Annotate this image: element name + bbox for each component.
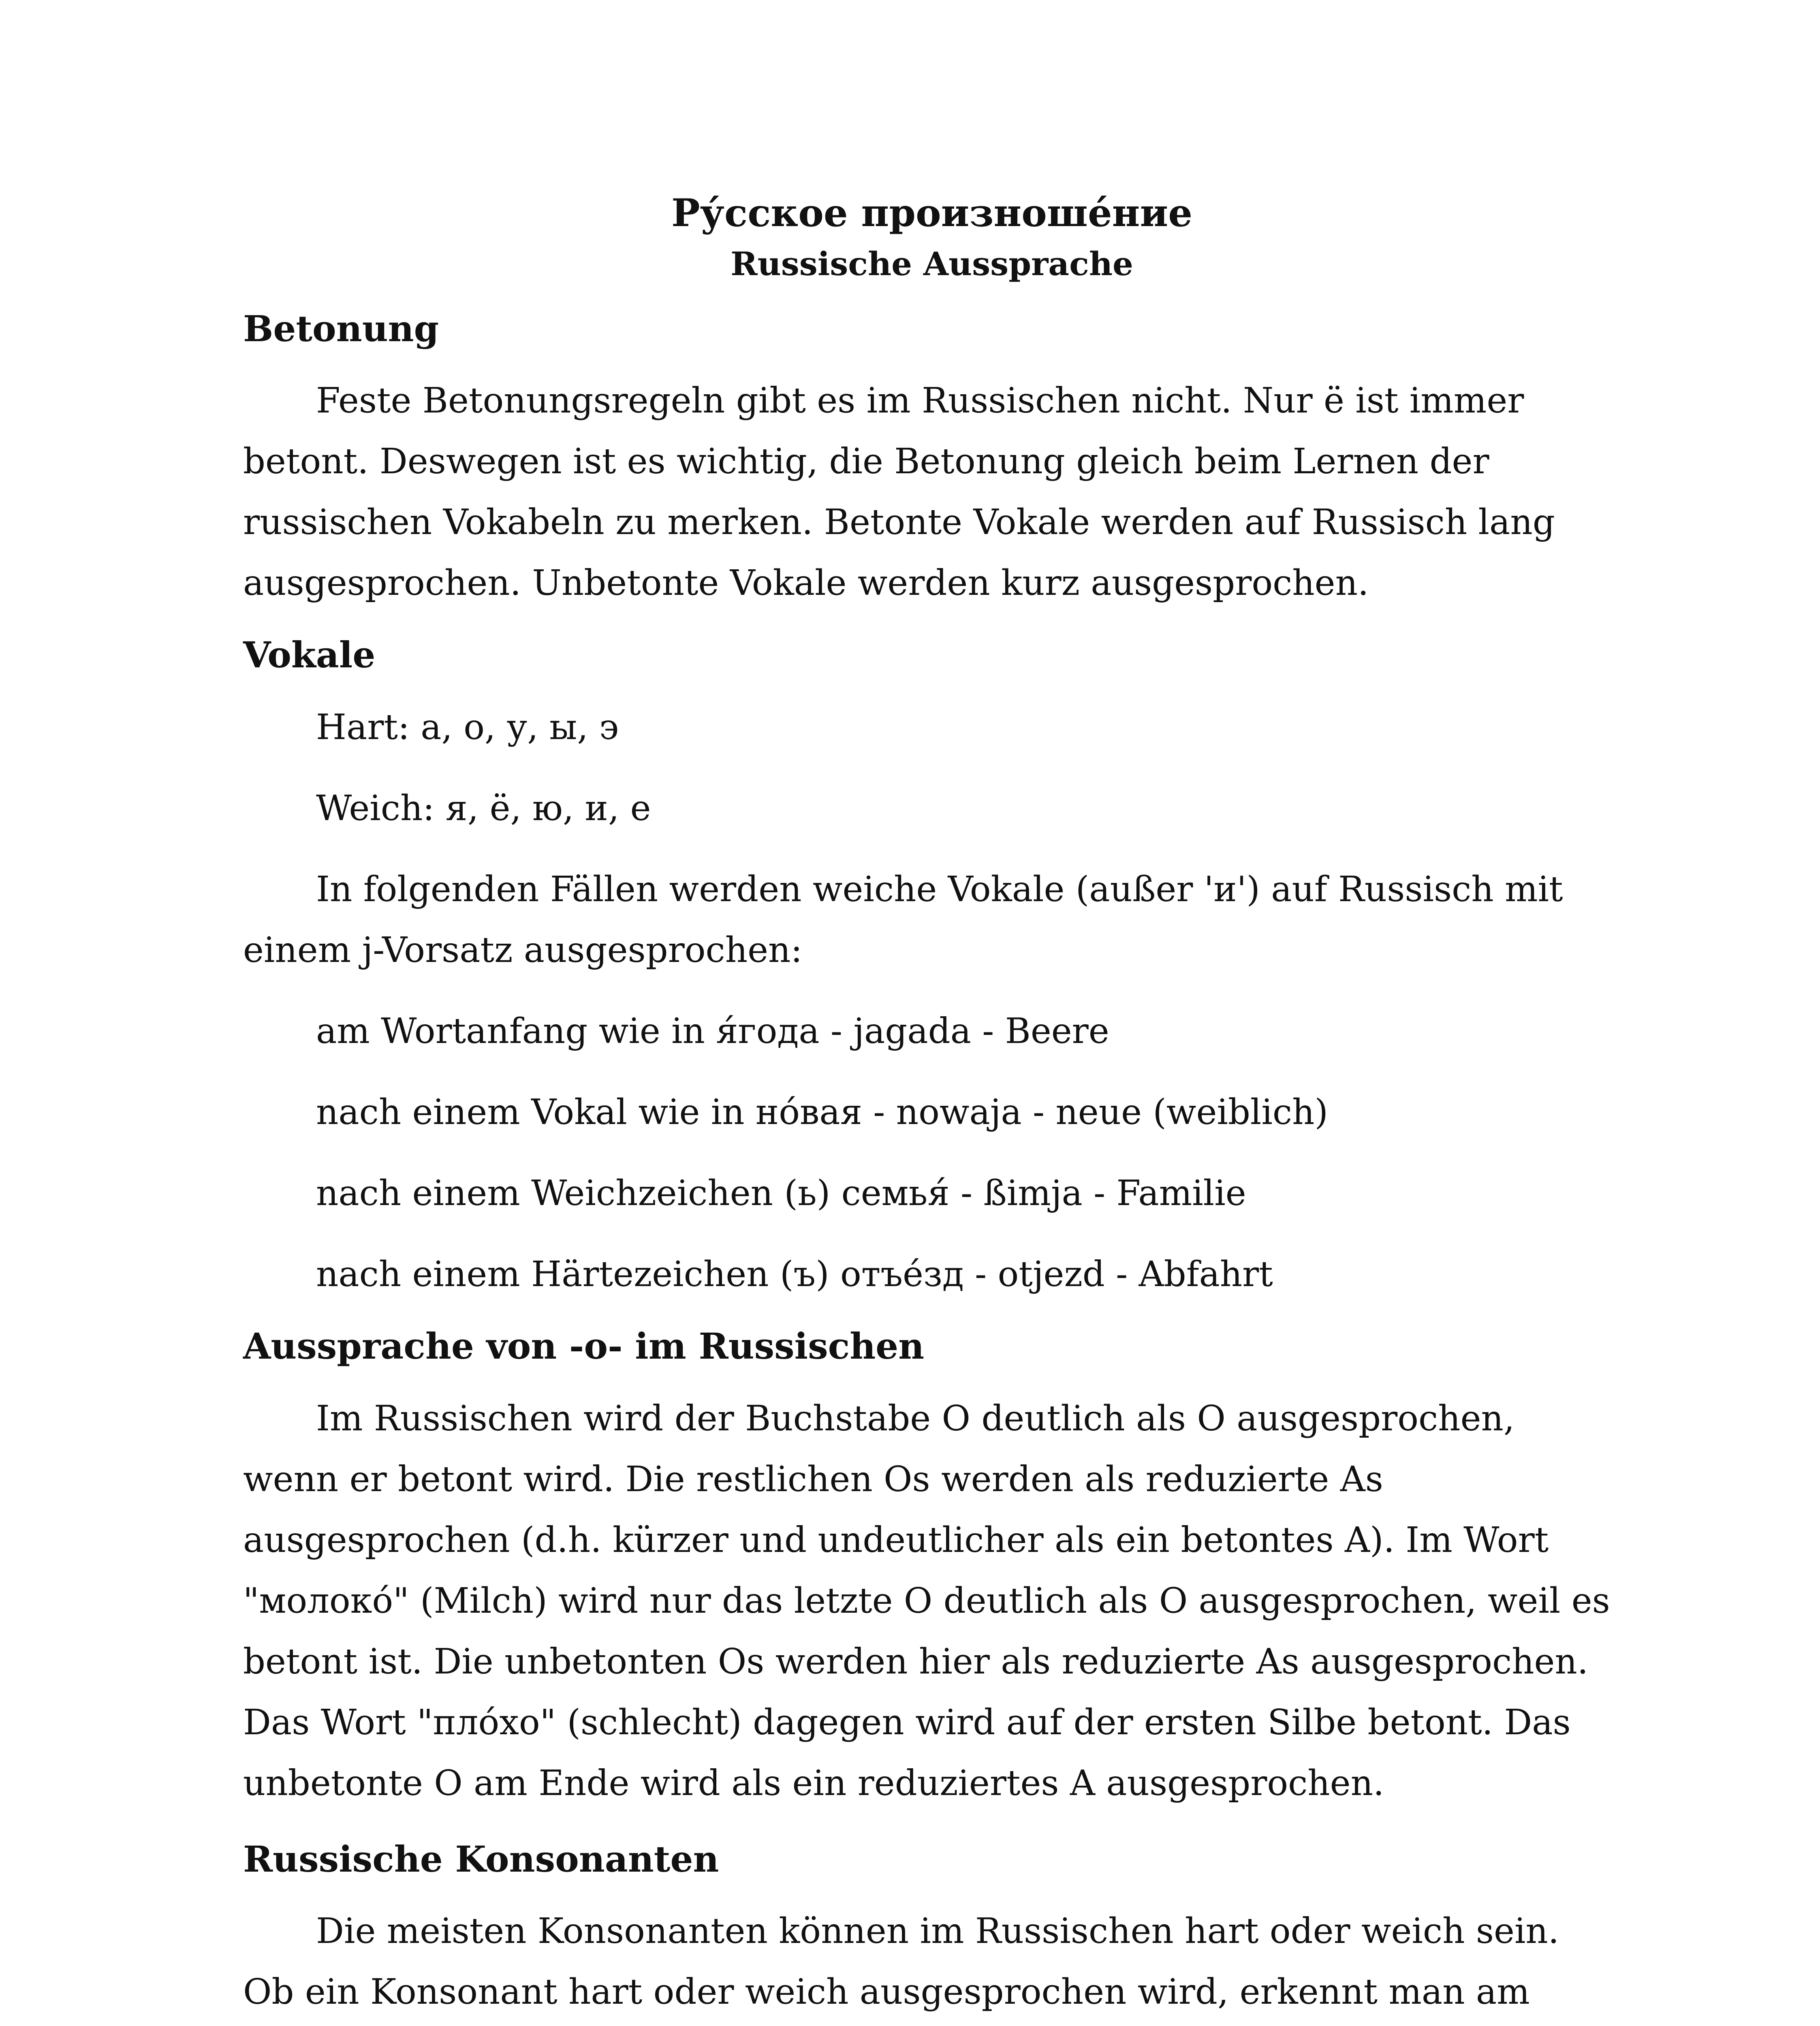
- document-page: [243, 190, 1621, 2026]
- heading-vokale: Vokale: [243, 634, 376, 676]
- paragraph-betonung: Feste Betonungsregeln gibt es im Russischen nicht. Nur ё ist immer betont. Deswegen ist es wichtig, die Betonung gleich beim Lernen der russischen Vokabeln zu merken. Betonte Vokale werden auf Russisch lang ausgesprochen. Unbetonte Vokale werden kurz ausgesprochen.: [243, 380, 1555, 604]
- heading-aussprache-o: Aussprache von -o- im Russischen: [243, 1325, 925, 1367]
- vowels-hard: Hart: а, о, у, ы, э: [316, 707, 619, 748]
- paragraph-aussprache-o: Im Russischen wird der Buchstabe O deutlich als O ausgesprochen, wenn er betont wird. Die restlichen Os werden als reduzierte As ausgesprochen (d.h. kürzer und undeutlicher als ein betontes A). Im Wort "молоко́" (Milch) wird nur das letzte O deutlich als O ausgesprochen, weil es betont ist. Die unbetonten Os werden hier als reduzierte As ausgesprochen. Das Wort "пло́хо" (schlecht) dagegen wird auf der ersten Silbe betont. Das unbetonte O am Ende wird als ein reduziertes A ausgesprochen.: [243, 1398, 1610, 1804]
- page-subtitle: Russische Aussprache: [731, 244, 1133, 283]
- paragraph-vokale-intro: In folgenden Fällen werden weiche Vokale (außer 'и') auf Russisch mit einem j-Vorsatz ausgesprochen:: [243, 869, 1563, 970]
- vowels-soft: Weich: я, ё, ю, и, е: [316, 788, 651, 829]
- example-item: nach einem Härtezeichen (ъ) отъе́зд - otjezd - Abfahrt: [316, 1254, 1273, 1295]
- example-item: nach einem Vokal wie in но́вая - nowaja - neue (weiblich): [316, 1092, 1329, 1133]
- paragraph-konsonanten: Die meisten Konsonanten können im Russischen hart oder weich sein. Ob ein Konsonant hart oder weich ausgesprochen wird, erkennt man am: [243, 1911, 1559, 2013]
- example-item: am Wortanfang wie in я́года - jagada - Beere: [316, 1011, 1109, 1051]
- page-title: Ру́сское произноше́ние: [671, 191, 1193, 235]
- heading-konsonanten: Russische Konsonanten: [243, 1838, 719, 1880]
- example-item: nach einem Weichzeichen (ь) семья́ - ßimja - Familie: [316, 1173, 1246, 1214]
- heading-betonung: Betonung: [243, 307, 439, 350]
